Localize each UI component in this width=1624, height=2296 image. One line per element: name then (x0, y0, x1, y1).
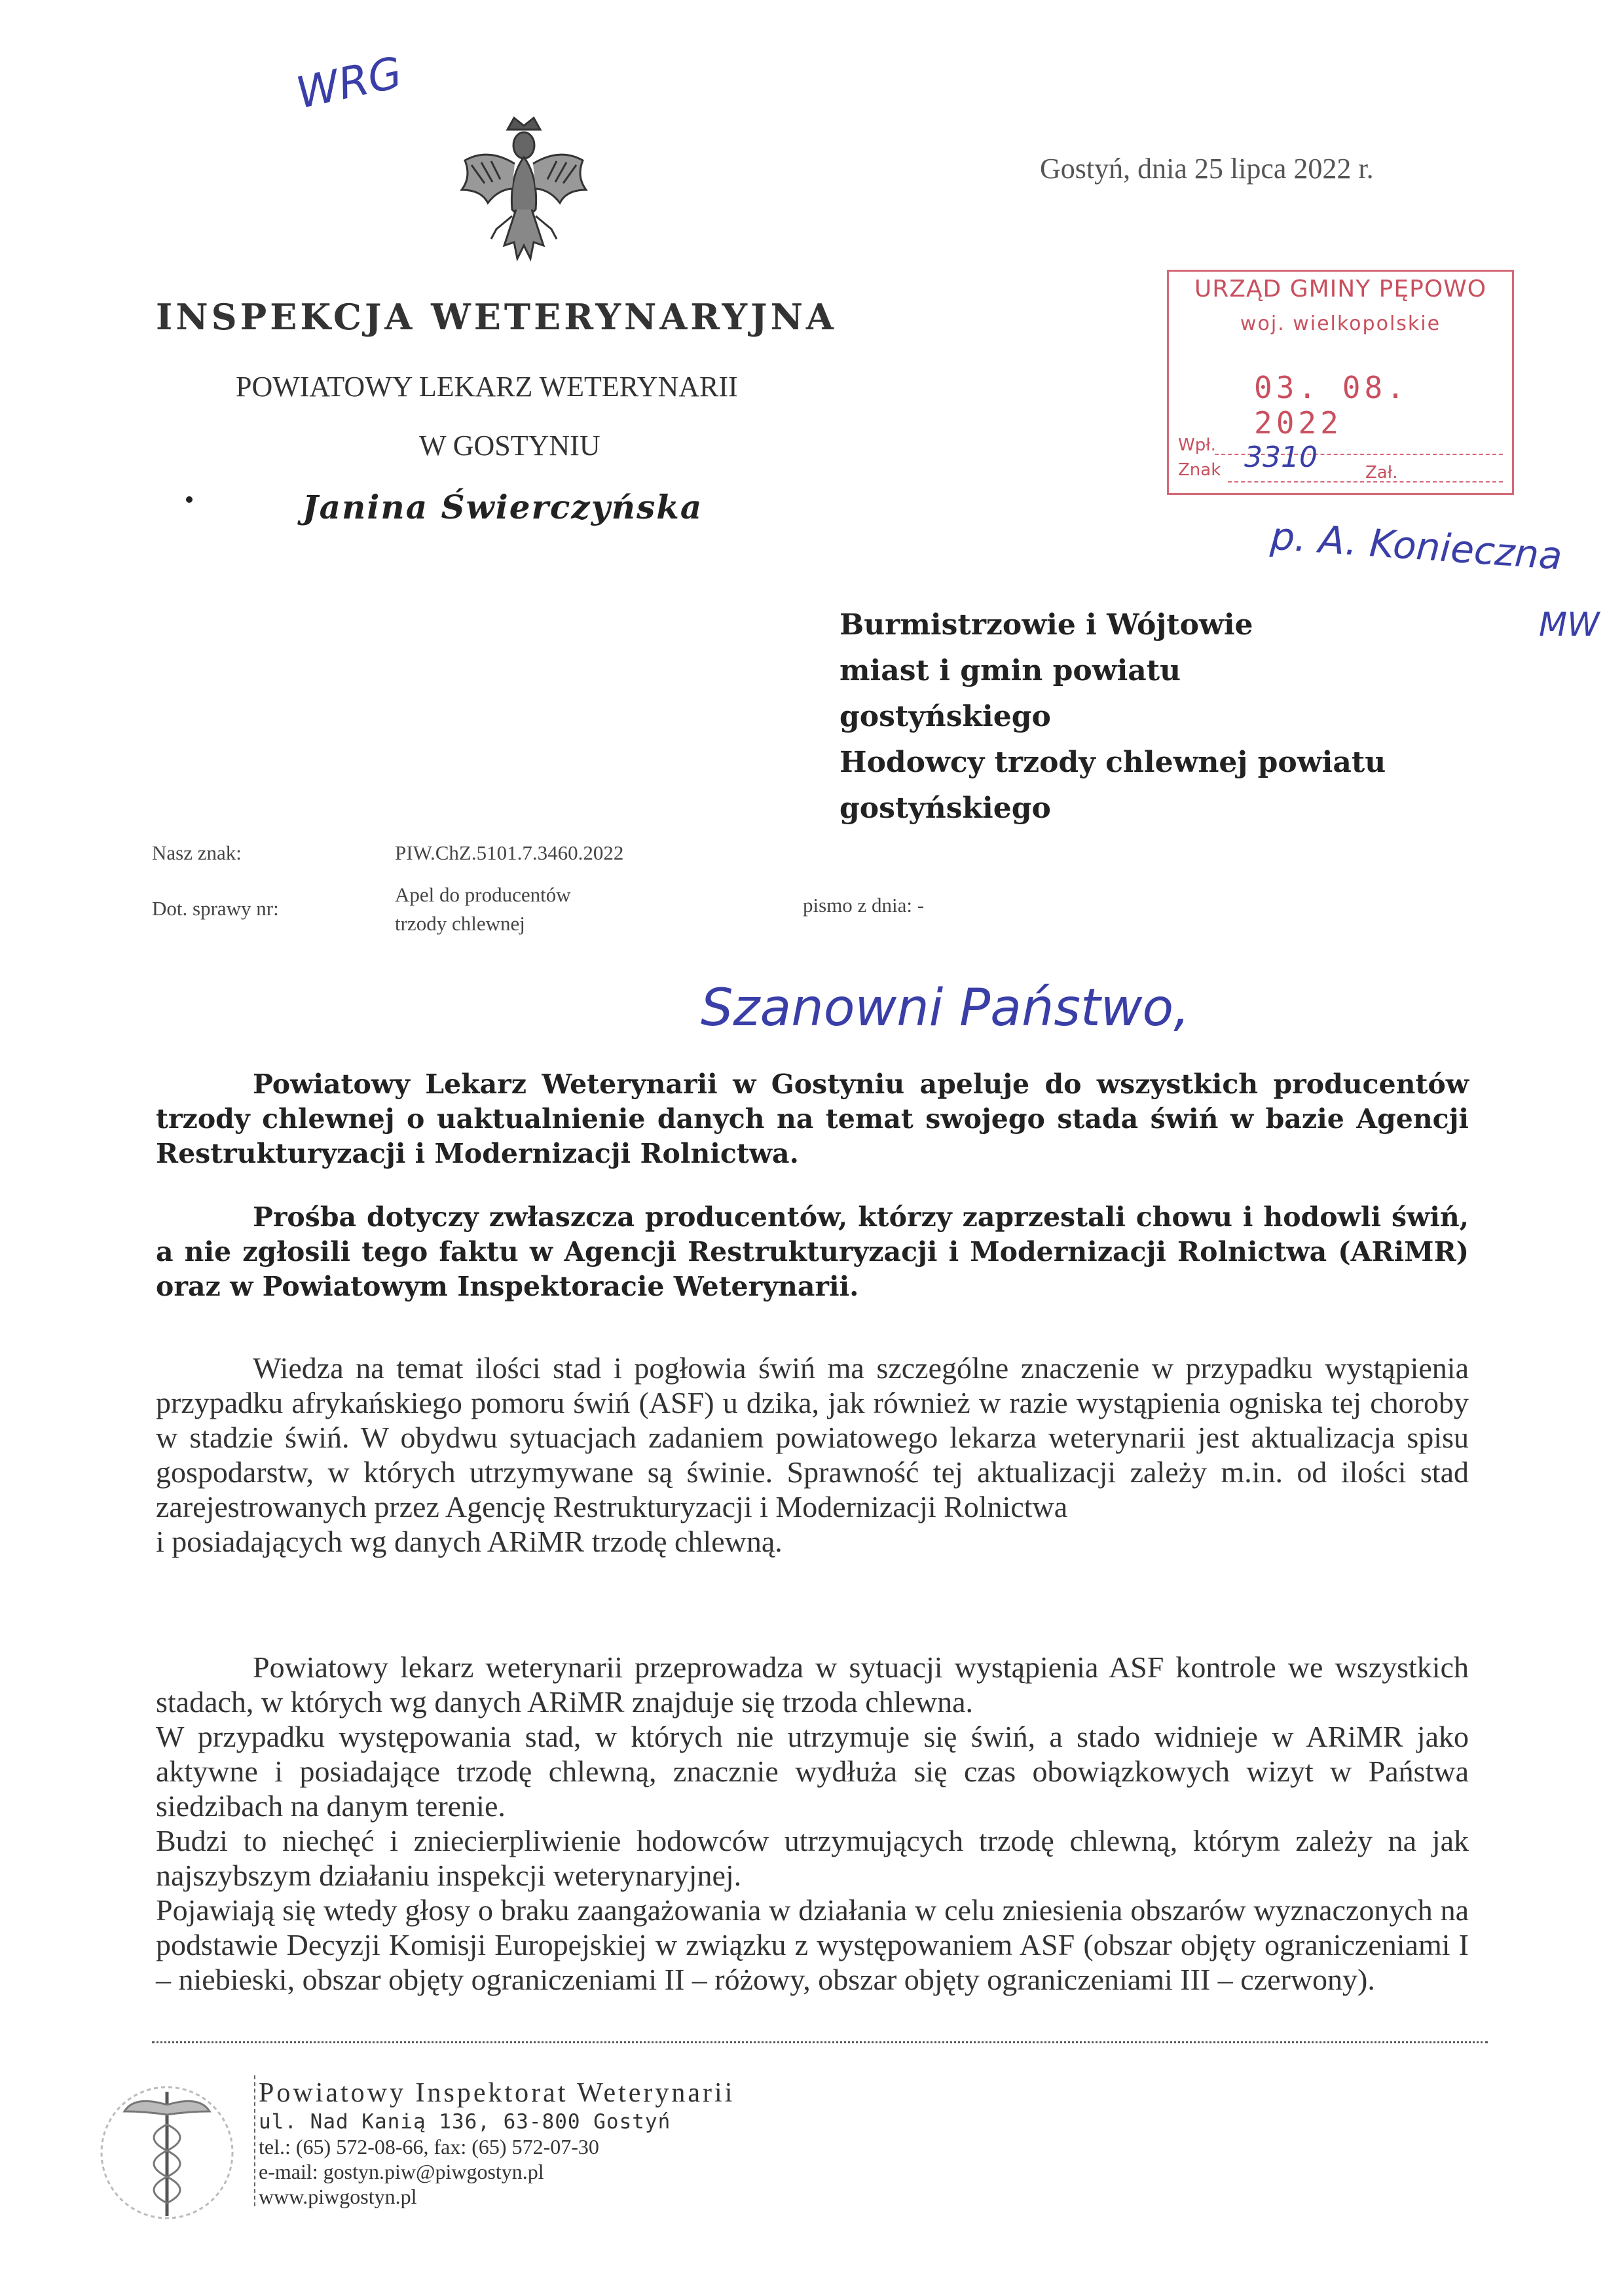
stamp-region: woj. wielkopolskie (1240, 312, 1441, 335)
handwritten-assignee: p. A. Konieczna (1269, 513, 1564, 579)
addressee-block (840, 602, 1386, 831)
addressee-line: Hodowcy trzody chlewnej powiatu (840, 746, 1386, 779)
addressee-line: miast i gmin powiatu (840, 654, 1181, 687)
footer-email: e-mail: gostyn.piw@piwgostyn.pl (259, 2160, 544, 2183)
body-paragraph-appeal: Powiatowy Lekarz Weterynarii w Gostyniu apeluje do wszystkich producentów trzody chlewnej o uaktualnienie danych na temat swojego stada świń w bazie Agencji Restrukturyzacji i Modernizacji Rolnictwa. (156, 1068, 1469, 1169)
our-ref-label: Nasz znak: (152, 841, 242, 864)
eagle-emblem-icon (452, 111, 596, 275)
stamp-line (1228, 481, 1503, 483)
paragraph-text: Powiatowy lekarz weterynarii przeprowadza w sytuacji wystąpienia ASF kontrole we wszystkich stadach, w których wg danych ARiMR znajduje się trzoda chlewna. (156, 1650, 1469, 1719)
paragraph-text: W przypadku występowania stad, w których nie utrzymuje się świń, a stado widnieje w ARiMR jako aktywne i posiadające trzodę chlewną, znacznie wydłuża się czas obowiązkowych wizyt w Państwa siedzibach na danym terenie. (156, 1720, 1469, 1823)
officer-name: Janina Świerczyńska (303, 488, 703, 526)
handwritten-note-wrg: WRG (291, 46, 407, 119)
body-paragraph-knowledge (156, 1351, 1469, 1559)
paragraph-text: Pojawiają się wtedy głosy o braku zaangażowania w działania w celu zniesienia obszarów wyznaczonych na podstawie Decyzji Komisji Europejskiej w związku z występowaniem ASF (obszar objęty ograniczeniami I – niebieski, obszar objęty ograniczeniami II – różowy, obszar objęty ograniczeniami III – czerwony). (156, 1893, 1469, 1996)
body-paragraph-request: Prośba dotyczy zwłaszcza producentów, którzy zaprzestali chowu i hodowli świń, a nie zgłosili tego faktu w Agencji Restrukturyzacji i Modernizacji Rolnictwa (ARiMR) oraz w Powiatowym Inspektoracie Weterynarii. (156, 1201, 1469, 1302)
caduceus-logo-icon (88, 2075, 246, 2226)
footer-separator (254, 2075, 255, 2206)
case-label: Dot. sprawy nr: (152, 897, 279, 920)
paragraph-text: i posiadających wg danych ARiMR trzodę chlewną. (156, 1525, 783, 1558)
stamp-office-name: URZĄD GMINY PĘPOWO (1194, 276, 1487, 302)
footer-contact (259, 2077, 735, 2209)
addressee-line: gostyńskiego (840, 700, 1051, 733)
footer-phone: tel.: (65) 572-08-66, fax: (65) 572-07-30 (259, 2135, 599, 2159)
handwritten-greeting: Szanowni Państwo, (701, 979, 1190, 1038)
receipt-stamp (1167, 270, 1514, 495)
stamp-handwritten-number: 3310 (1244, 441, 1318, 474)
institution-title: INSPEKCJA WETERYNARYJNA (156, 296, 837, 338)
body-paragraph-control (156, 1650, 1469, 1997)
footer-divider (152, 2041, 1488, 2043)
case-value (395, 881, 571, 938)
office-location: W GOSTYNIU (419, 429, 600, 462)
addressee-line: gostyńskiego (840, 792, 1051, 825)
office-title: POWIATOWY LEKARZ WETERYNARII (236, 371, 738, 403)
footer-org: Powiatowy Inspektorat Weterynarii (259, 2078, 735, 2108)
addressee-line: Burmistrzowie i Wójtowie (840, 608, 1253, 642)
paragraph-text: Wiedza na temat ilości stad i pogłowia świń ma szczególne znaczenie w przypadku wystąpienia przypadku afrykańskiego pomoru świń (ASF) u dzika, jak również w razie wystąpienia ogniska tej choroby w stadzie świń. W obydwu sytuacjach zadaniem powiatowego lekarza weterynarii jest aktualizacja spisu gospodarstw, w których utrzymywane są świnie. Sprawność tej aktualizacji zależy m.in. od ilości stad zarejestrowanych przez Agencję Restrukturyzacji i Modernizacji Rolnictwa (156, 1351, 1469, 1523)
letter-date: Gostyń, dnia 25 lipca 2022 r. (1040, 153, 1374, 185)
stamp-zal-label: Zał. (1365, 463, 1398, 483)
footer-address: ul. Nad Kanią 136, 63-800 Gostyń (259, 2110, 671, 2134)
footer-www: www.piwgostyn.pl (259, 2185, 417, 2208)
ink-dot (186, 496, 193, 503)
stamp-date: 03. 08. 2022 (1254, 370, 1409, 441)
our-ref-value: PIW.ChZ.5101.7.3460.2022 (395, 841, 624, 864)
handwritten-initials: MW (1539, 606, 1600, 644)
letter-date-ref: pismo z dnia: - (803, 894, 925, 917)
case-value-line: Apel do producentów (395, 883, 571, 906)
stamp-znak-label: Znak (1178, 460, 1221, 480)
stamp-wpl-label: Wpł. (1178, 435, 1216, 455)
paragraph-text: Budzi to niechęć i zniecierpliwienie hodowców utrzymujących trzodę chlewną, którym zależy na jak najszybszym działaniu inspekcji weterynaryjnej. (156, 1824, 1469, 1892)
case-value-line: trzody chlewnej (395, 912, 525, 935)
